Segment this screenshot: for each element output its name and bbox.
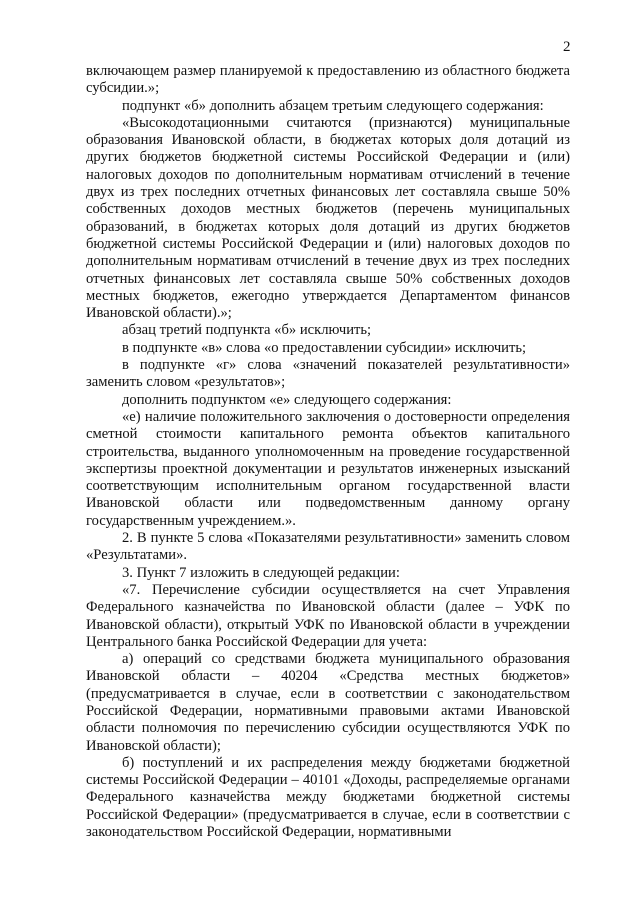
paragraph-continuation: включающем размер планируемой к предоставлению из областного бюджета субсидии.»;: [86, 63, 570, 97]
paragraph-item-2: 2. В пункте 5 слова «Показателями результативности» заменить словом «Результатами».: [86, 530, 570, 564]
paragraph-item-7-b: б) поступлений и их распределения между бюджетами бюджетной системы Российской Федерации – 40101 «Доходы, распределяемые органами Федерального казначейства между бюджетами бюджетной системы Российской Федерации» (предусматривается в случае, если в соответствии с законодательством Российской Федерации, нормативными: [86, 754, 570, 841]
paragraph-item-7: «7. Перечисление субсидии осуществляется на счет Управления Федерального казначейства по Ивановской области (далее – УФК по Ивановской области), открытый УФК по Ивановской области в учреждении Центрального банка Российской Федерации для учета:: [86, 581, 570, 650]
paragraph-add-subpoint-e: дополнить подпунктом «е» следующего содержания:: [122, 391, 452, 408]
page-number: 2: [563, 39, 571, 55]
paragraph-item-7-a: а) операций со средствами бюджета муниципального образования Ивановской области – 40204 «Средства местных бюджетов» (предусматривается в случае, если в соответствии с законодательством Российской Федерации, нормативными правовыми актами Ивановской области полномочия по перечислению субсидии осуществляются УФК по Ивановской области);: [86, 651, 570, 754]
paragraph-item-3: 3. Пункт 7 изложить в следующей редакции:: [122, 564, 400, 581]
paragraph-subpoint-g: в подпункте «г» слова «значений показателей результативности» заменить словом «результатов»;: [86, 357, 570, 391]
paragraph-exclude-third-abzac: абзац третий подпункта «б» исключить;: [122, 322, 372, 339]
document-body: [86, 63, 570, 841]
paragraph-subpoint-b-intro: подпункт «б» дополнить абзацем третьим следующего содержания:: [122, 97, 544, 114]
paragraph-subpoint-v: в подпункте «в» слова «о предоставлении субсидии» исключить;: [122, 339, 527, 356]
paragraph-high-subsidy-definition: «Высокодотационными считаются (признаются) муниципальные образования Ивановской области, в бюджетах которых доля дотаций из других бюджетов бюджетной системы Российской Федерации и (или) налоговых доходов по дополнительным нормативам отчислений в течение двух из трех последних отчетных финансовых лет составляла свыше 50% собственных доходов местных бюджетов (перечень муниципальных образований, в бюджетах которых доля дотаций из других бюджетов бюджетной системы Российской Федерации и (или) налоговых доходов по дополнительным нормативам отчислений в течение двух из трех последних отчетных финансовых лет составляла свыше 50% собственных доходов местных бюджетов, ежегодно утверждается Департаментом финансов Ивановской области).»;: [86, 114, 570, 322]
paragraph-subpoint-e-text: «е) наличие положительного заключения о достоверности определения сметной стоимости капитального ремонта объектов капитального строительства, выданного уполномоченным на проведение государственной экспертизы проектной документации и результатов инженерных изысканий соответствующим исполнительным органом государственной власти Ивановской области или подведомственным данному органу государственным учреждением.».: [86, 408, 570, 529]
